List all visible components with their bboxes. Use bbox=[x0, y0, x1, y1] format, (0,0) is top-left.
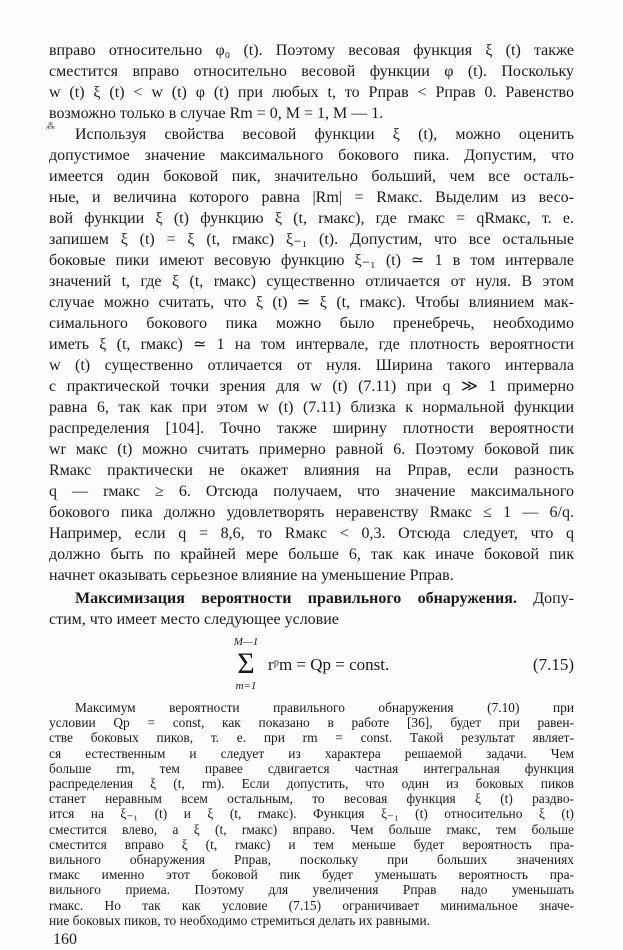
text-line: rмакс. Но так как условие (7.15) ограничивает минимальное значе- bbox=[49, 897, 574, 913]
text-line: ные, и величина которого равна |Rm| = Rмакс. Выделим из весо- bbox=[49, 189, 574, 206]
text-line: больше rm, тем правее сдвигается частная интегральная функция bbox=[49, 760, 574, 776]
text-line: Rмакс практически не окажет влияния на Pправ, если разность bbox=[49, 462, 574, 479]
paragraph-first-line: Максимум вероятности правильного обнаружения (7.10) при bbox=[75, 700, 574, 715]
text-line: стве боковых пиков, т. е. при rm = const. Такой результат являет- bbox=[49, 730, 574, 746]
text-line: rмакс именно этот боковой пик будет уменьшать вероятность пра- bbox=[49, 867, 574, 883]
text-line: бокового пика должно удовлетворять неравенству Rмакс ≤ 1 — 6/q. bbox=[49, 504, 574, 521]
text-line: q — rмакс ≥ 6. Отсюда получаем, что значение максимального bbox=[49, 483, 574, 500]
text-line: возможно только в случае Rm = 0, M = 1, M — 1. bbox=[49, 105, 384, 122]
text-line: станет неравным всем остальным, то весовая функция ξ (t) раздво- bbox=[49, 791, 574, 807]
page-number: 160 bbox=[53, 931, 77, 948]
text-fragment: Допу- bbox=[533, 590, 574, 607]
formula-body: rᵖm = Qp = const. bbox=[268, 655, 390, 674]
text-line: wr макс (t) можно считать примерно равной 6. Поэтому боковой пик bbox=[49, 441, 574, 458]
text-line: иметь ξ (t, rмакс) ≃ 1 на том интервале, где плотность вероятности bbox=[49, 336, 574, 353]
text-line: симального бокового пика можно было пренебречь, необходимо bbox=[49, 315, 574, 332]
text-line: сместится вправо ξ (t, rмакс) и тем меньше будет вероятность пра- bbox=[49, 836, 574, 852]
sum-lower-limit: m=1 bbox=[235, 680, 257, 692]
paragraph-first-line: Используя свойства весовой функции ξ (t), можно оценить bbox=[75, 126, 574, 143]
text-line: условии Qp = const, как показано в работе [36], будет при равен- bbox=[49, 715, 574, 731]
text-line: w (t) существенно отличается от нуля. Ширина такого интервала bbox=[49, 357, 574, 374]
text-line: Например, если q = 8,6, то Rмакс < 0,3. Отсюда следует, что q bbox=[49, 525, 574, 542]
text-line: w (t) ξ (t) < w (t) φ (t) при любых t, то Pправ < Pправ 0. Равенство bbox=[49, 84, 574, 101]
section-heading-line bbox=[75, 588, 574, 609]
equation-number: (7.15) bbox=[532, 655, 574, 674]
sum-upper-limit: M—1 bbox=[233, 636, 259, 648]
text-line: имеется один боковой пик, значительно больший, чем все осталь- bbox=[49, 168, 574, 185]
text-line: ится на ξ₋₁ (t) и ξ (t, rмакс). Функция ξ₋₁ (t) относительно ξ (t) bbox=[49, 806, 574, 822]
margin-mark: ⁂ bbox=[46, 121, 55, 131]
text-line: ние боковых пиков, то необходимо стремиться делать их равными. bbox=[49, 912, 431, 928]
text-line: должно быть по крайней мере больше 6, так как иначе боковой пик bbox=[49, 546, 574, 563]
text-line: с практической точки зрения для w (t) (7.11) при q ≫ 1 примерно bbox=[49, 378, 574, 395]
text-line: допустимое значение максимального бокового пика. Допустим, что bbox=[49, 147, 574, 164]
summation bbox=[230, 636, 262, 692]
text-line: запишем ξ (t) = ξ (t, rмакс) ξ₋₁ (t). Допустим, что все остальные bbox=[49, 231, 574, 248]
section-heading: Максимизация вероятности правильного обнаружения. bbox=[75, 590, 517, 607]
text-line: ся естественным и следует из характера решаемой задачи. Чем bbox=[49, 745, 574, 761]
text-line: начнет оказывать серьезное влияние на уменьшение Pправ. bbox=[49, 567, 454, 584]
text-line: стим, что имеет место следующее условие bbox=[49, 611, 339, 628]
text-line: боковые пики имеют весовую функцию ξ₋₁ (t) ≃ 1 в том интервале bbox=[49, 252, 574, 269]
formula-7-15 bbox=[230, 636, 574, 696]
text-line: вправо относительно φ₀ (t). Поэтому весовая функция ξ (t) также bbox=[49, 42, 574, 59]
text-line: сместится вправо относительно весовой функции φ (t). Поскольку bbox=[49, 63, 574, 80]
text-line: сместится влево, а ξ (t, rмакс) вправо. Чем больше rмакс, тем больше bbox=[49, 821, 574, 837]
text-line: распределения ξ (t, rm). Если допустить, что один из боковых пиков bbox=[49, 776, 574, 791]
text-line: вой функции ξ (t) функцию ξ (t, rмакс), где rмакс = qRмакс, т. е. bbox=[49, 210, 574, 227]
text-line: значений t, где ξ (t, rмакс) существенно отличается от нуля. В этом bbox=[49, 273, 574, 290]
text-line: равна 6, так как при этом w (t) (7.11) близка к нормальной функции bbox=[49, 399, 574, 416]
sigma-symbol: Σ bbox=[237, 647, 255, 680]
text-line: вильного обнаружения Pправ, поскольку при больших значениях bbox=[49, 852, 574, 867]
text-line: случае можно считать, что ξ (t) ≃ ξ (t, rмакс). Чтобы влиянием мак- bbox=[49, 294, 574, 311]
text-line: вильного приема. Поэтому для увеличения Pправ надо уменьшать bbox=[49, 882, 574, 898]
text-line: распределения [104]. Точно также ширину плотности вероятности bbox=[49, 420, 574, 437]
